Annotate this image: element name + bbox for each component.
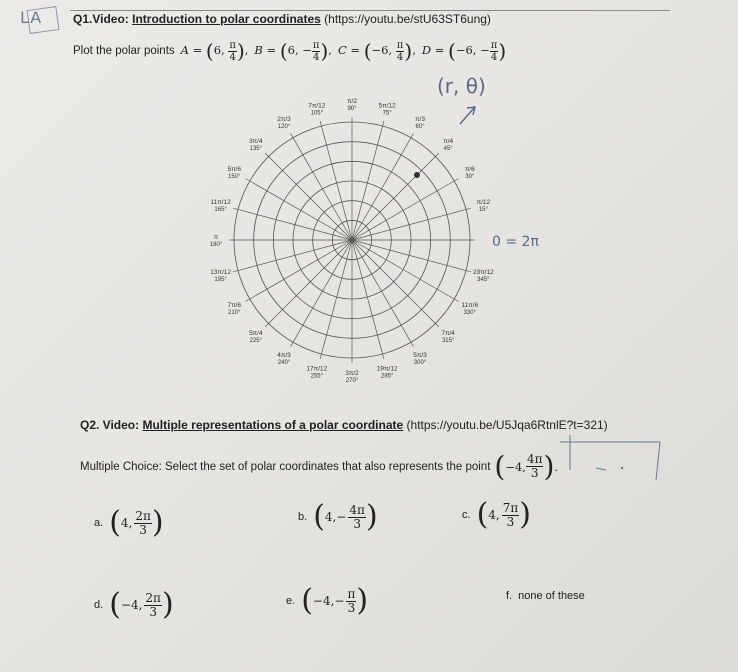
angle-label-rad: 17π/12	[306, 365, 328, 373]
choice-e[interactable]: e. ( −4,− $\frac{\pi}{3}$ )	[286, 583, 369, 618]
q2-label: Q2. Video:	[80, 418, 140, 432]
angle-label-deg: 300°	[413, 359, 427, 366]
point-b: B = (6, − $\frac{\pi}{4}$ ),	[254, 39, 332, 63]
top-rule	[70, 10, 670, 11]
q2-instruction: Multiple Choice: Select the set of polar coordinates that also represents the point	[80, 460, 491, 473]
q2-point: ( −4, $\frac{4\pi}{3}$ ) .	[494, 450, 559, 483]
angle-label-deg: 285°	[380, 373, 394, 380]
angle-label-deg: 270°	[345, 378, 359, 384]
grid-spoke	[352, 133, 414, 240]
angle-label-rad: π/2	[347, 98, 357, 105]
q1-instruction-line	[73, 39, 506, 63]
grid-spoke	[245, 179, 352, 241]
angle-label-rad: 2π/3	[277, 116, 291, 124]
grid-spoke	[265, 153, 352, 240]
angle-label-deg: 240°	[277, 359, 291, 366]
grid-spoke	[352, 153, 439, 240]
q2-link[interactable]: (https://youtu.be/U5Jqa6RtnlE?t=321)	[406, 418, 608, 432]
grid-spoke	[352, 240, 414, 347]
angle-label-rad: 11π/6	[461, 302, 479, 309]
angle-label-rad: 5π/12	[378, 102, 396, 110]
grid-ring	[273, 161, 430, 318]
grid-spoke	[233, 240, 352, 272]
angle-label-rad: π/6	[464, 166, 475, 173]
angle-label-rad: 19π/12	[376, 365, 398, 373]
polar-grid-lines	[229, 117, 475, 363]
angle-label-deg: 135°	[249, 145, 263, 152]
polar-grid-labels	[210, 98, 494, 384]
angle-label-rad: 5π/3	[413, 351, 427, 359]
angle-label-rad: 5π/6	[227, 166, 241, 173]
angle-label-rad: 13π/12	[210, 269, 232, 277]
handwritten-scribble-icon	[560, 430, 680, 490]
angle-label-deg: 330°	[463, 310, 476, 316]
grid-spoke	[291, 133, 353, 240]
q1-title[interactable]: Introduction to polar coordinates	[132, 12, 321, 26]
angle-label-deg: 15°	[478, 206, 488, 213]
q1-instruction: Plot the polar points	[73, 45, 175, 57]
angle-label-rad: 7π/12	[308, 102, 326, 110]
point-c: C = (−6, $\frac{\pi}{4}$ ),	[337, 39, 416, 63]
angle-label-rad: 23π/12	[472, 269, 494, 277]
grid-spoke	[352, 240, 459, 302]
grid-spoke	[291, 240, 353, 347]
angle-label-rad: 3π/2	[345, 370, 359, 377]
q2-heading	[80, 418, 608, 432]
choice-b[interactable]: b. ( 4,− $\frac{4\pi}{3}$ )	[298, 499, 378, 534]
grid-spoke	[352, 179, 459, 241]
angle-label-deg: 165°	[214, 206, 227, 213]
angle-label-deg: 180°	[209, 242, 223, 248]
angle-label-rad: π/4	[443, 137, 454, 145]
angle-label-rad: π/3	[415, 116, 425, 124]
choice-f[interactable]: f. none of these	[506, 590, 585, 602]
q1-label: Q1.Video:	[73, 12, 129, 26]
grid-spoke	[320, 240, 352, 359]
grid-ring	[254, 142, 451, 339]
la-stamp: LA	[20, 8, 43, 27]
choice-a[interactable]: a. ( 4, $\frac{2\pi}{3}$ )	[94, 505, 164, 540]
q1-link[interactable]: (https://youtu.be/stU63ST6ung)	[324, 12, 491, 26]
q2-title[interactable]: Multiple representations of a polar coordinate	[142, 418, 404, 432]
angle-label-deg: 120°	[277, 124, 291, 131]
grid-spoke	[352, 240, 439, 327]
angle-label-rad: 4π/3	[277, 351, 291, 359]
angle-label-rad: 7π/6	[227, 302, 241, 309]
grid-ring	[293, 181, 411, 299]
grid-ring	[332, 220, 371, 259]
grid-spoke	[320, 121, 352, 240]
angle-label-deg: 150°	[228, 174, 241, 180]
grid-spoke	[352, 208, 471, 240]
angle-label-rad: 5π/4	[249, 330, 263, 338]
angle-label-deg: 45°	[443, 145, 453, 152]
angle-label-deg: 75°	[382, 110, 392, 117]
grid-spoke	[233, 208, 352, 240]
angle-label-deg: 60°	[415, 124, 425, 131]
angle-label-deg: 105°	[310, 110, 324, 117]
plotted-point	[414, 172, 420, 178]
angle-label-deg: 255°	[310, 373, 324, 380]
grid-spoke	[352, 240, 384, 359]
angle-label-deg: 195°	[214, 277, 227, 284]
point-d: D = (−6, − $\frac{\pi}{4}$ )	[421, 39, 507, 63]
grid-spoke	[265, 240, 352, 327]
choice-c[interactable]: c. ( 4, $\frac{7\pi}{3}$ )	[462, 497, 531, 532]
angle-label-rad: π	[213, 234, 219, 241]
angle-label-deg: 315°	[441, 338, 455, 345]
q2-instruction-line	[80, 450, 558, 483]
angle-label-rad: 7π/4	[441, 330, 455, 338]
angle-label-deg: 210°	[228, 310, 241, 316]
angle-label-deg: 225°	[249, 338, 263, 345]
choice-d[interactable]: d. ( −4, $\frac{2\pi}{3}$ )	[94, 587, 174, 622]
angle-label-rad: 11π/12	[210, 198, 231, 206]
angle-label-deg: 90°	[347, 106, 357, 112]
handwritten-r-theta: (r, θ)	[437, 74, 486, 98]
grid-spoke	[352, 121, 384, 240]
grid-spoke	[352, 240, 471, 272]
angle-label-deg: 30°	[465, 174, 475, 180]
point-a: A = (6, $\frac{\pi}{4}$ ),	[180, 39, 249, 63]
zero-angle-note: 0 = 2π	[492, 234, 539, 250]
angle-label-deg: 345°	[477, 277, 490, 284]
grid-ring	[313, 201, 392, 280]
grid-spoke	[245, 240, 352, 302]
handwritten-arrow-icon	[458, 104, 478, 126]
angle-label-rad: 3π/4	[249, 137, 263, 145]
angle-label-rad: π/12	[476, 198, 491, 206]
q1-heading	[73, 12, 491, 26]
grid-ring	[234, 122, 470, 358]
